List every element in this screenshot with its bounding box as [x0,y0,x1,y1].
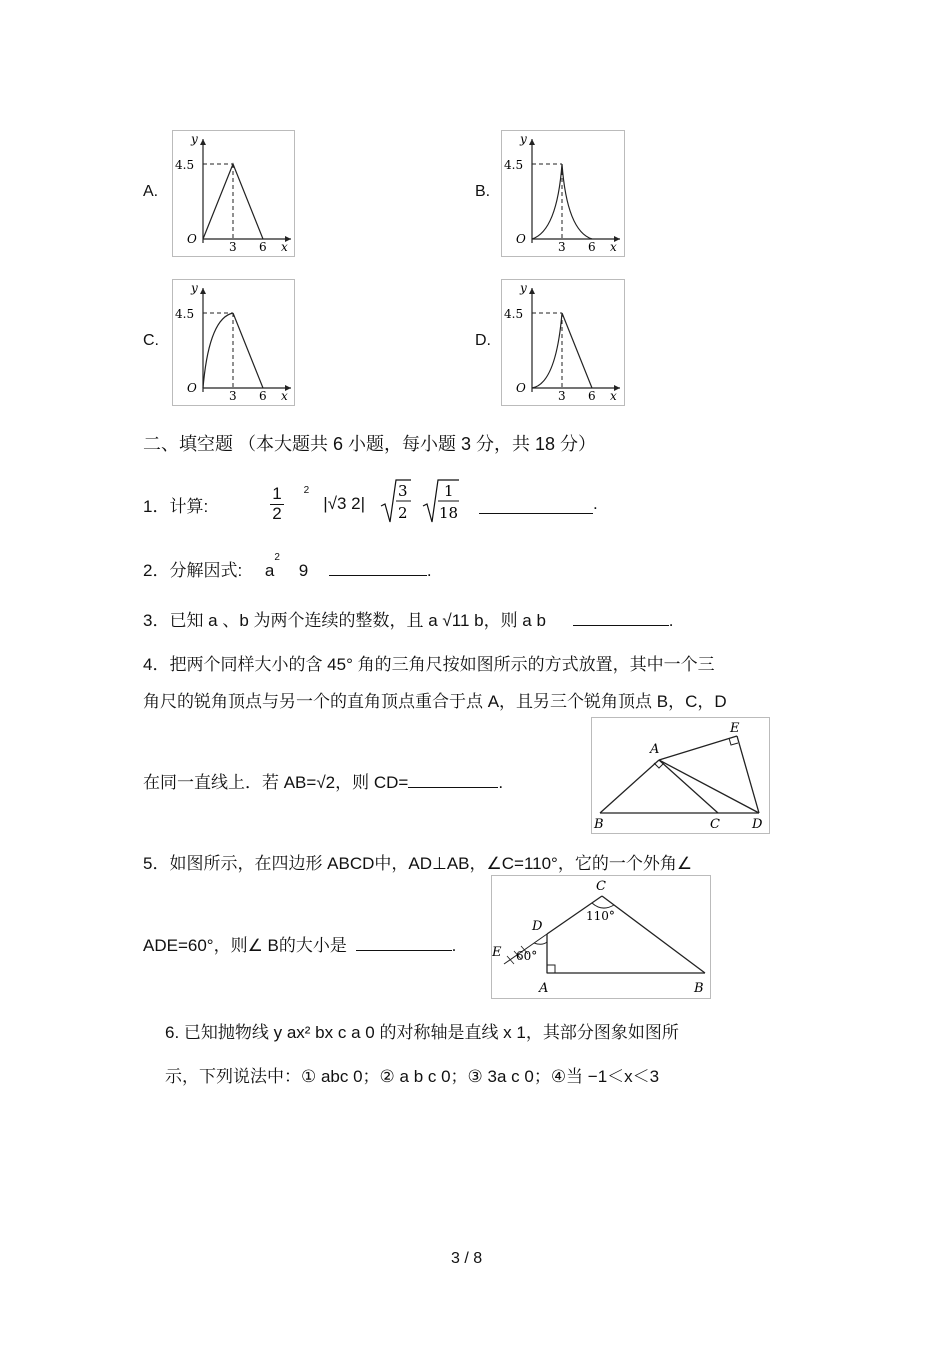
angle-c-label: 110° [586,909,615,923]
question-2 [143,552,432,581]
point-e-label: E [492,945,502,960]
x-axis-label: x [610,240,617,254]
q6-line-2: 示，下列说法中：① abc 0；② a b c 0；③ 3a c 0；④当 −1＜x＜3 [165,1067,660,1086]
q4-end: . [498,773,504,792]
origin-label: O [187,381,197,395]
point-b-label: B [594,817,604,832]
point-b-label: B [694,981,704,996]
graph-a [172,130,295,257]
graph-d-plot [502,280,624,405]
origin-label: O [516,381,526,395]
option-c-label: C. [143,332,159,349]
y-axis-label: y [191,281,198,295]
q1-sq1-num: 3 [398,481,408,500]
q4-line-1: 4．把两个同样大小的含 45° 角的三角尺按如图所示的方式放置，其中一个三 [143,655,715,674]
q2-expr-a: a [264,561,275,580]
graph-b [501,130,625,257]
x-tick-label: 6 [588,240,596,254]
question-1 [143,478,598,530]
q1-sqrt-1 [379,476,411,533]
q1-frac-den: 2 [272,503,282,523]
q4-line-3 [143,768,503,793]
q1-abs-value: |√3 2| [323,494,366,513]
point-c-label: C [596,879,606,894]
q1-frac-num: 1 [272,483,282,503]
q5-quadrilateral-diagram [492,876,710,998]
q1-sq1-den: 2 [398,503,408,522]
sqrt-sign-icon [421,476,461,528]
y-tick-label: 4.5 [504,307,524,321]
q1-exponent: 2 [303,484,310,496]
point-d-label: D [532,919,543,934]
q3-text: 3．已知 a 、b 为两个连续的整数，且 a √11 b，则 a b [143,611,546,630]
question-3 [143,606,673,631]
option-d-label: D. [475,332,491,349]
x-tick-label: 3 [558,389,566,403]
q2-answer-blank[interactable] [329,559,427,576]
q1-number: 1．计算: [143,496,209,516]
x-tick-label: 3 [229,240,237,254]
q4-answer-blank[interactable] [408,771,498,788]
graph-b-plot [502,131,624,256]
x-tick-label: 6 [259,389,267,403]
x-tick-label: 3 [558,240,566,254]
y-tick-label: 4.5 [175,158,195,172]
graph-c [172,279,295,406]
q3-end: . [668,611,674,630]
q2-expr-b: 9 [298,561,309,580]
angle-d-label: 60° [516,949,538,963]
q5-end: . [451,936,457,955]
graph-d [501,279,625,406]
q4-line-3-text: 在同一直线上．若 AB=√2，则 CD= [143,773,409,792]
q2-number: 2．分解因式: [143,561,243,580]
q5-line-2 [143,931,456,956]
y-axis-label: y [520,132,527,146]
x-tick-label: 3 [229,389,237,403]
q5-line-2-text: ADE=60°，则∠ B的大小是 [143,936,347,955]
x-axis-label: x [610,389,617,403]
graph-a-plot [173,131,294,256]
y-tick-label: 4.5 [175,307,195,321]
section-heading: 二、填空题 （本大题共 6 小题，每小题 3 分，共 18 分） [143,434,597,454]
page-number: 3 / 8 [451,1250,483,1267]
q4-line-2: 角尺的锐角顶点与另一个的直角顶点重合于点 A，且另三个锐角顶点 B，C，D [143,692,727,711]
sqrt-sign-icon [379,476,411,528]
origin-label: O [516,232,526,246]
y-tick-label: 4.5 [504,158,524,172]
q1-sqrt-2 [421,476,461,533]
point-c-label: C [710,817,720,832]
q1-sq2-num: 1 [444,481,454,500]
option-b-label: B. [475,183,491,200]
origin-label: O [187,232,197,246]
q4-triangle-diagram [592,718,769,833]
q1-end: . [593,494,598,513]
q2-exponent: 2 [274,552,280,563]
q6-line-1: 6. 已知抛物线 y ax² bx c a 0 的对称轴是直线 x 1，其部分图象如图所 [165,1023,679,1042]
point-d-label: D [752,817,763,832]
point-e-label: E [730,721,740,736]
q4-figure [591,717,770,834]
graph-c-plot [173,280,294,405]
q3-answer-blank[interactable] [573,609,669,626]
x-axis-label: x [281,240,288,254]
q1-answer-blank[interactable] [479,495,593,514]
option-a-label: A. [143,183,159,200]
q1-sq2-den: 18 [439,503,459,522]
q1-fraction [270,485,283,523]
x-tick-label: 6 [588,389,596,403]
x-axis-label: x [281,389,288,403]
y-axis-label: y [191,132,198,146]
q5-answer-blank[interactable] [356,934,452,951]
x-tick-label: 6 [259,240,267,254]
q5-line-1: 5．如图所示，在四边形 ABCD中，AD⊥AB，∠C=110°，它的一个外角∠ [143,854,693,873]
point-a-label: A [650,742,660,757]
y-axis-label: y [520,281,527,295]
point-a-label: A [539,981,549,996]
q5-figure [491,875,711,999]
q2-end: . [426,561,432,580]
